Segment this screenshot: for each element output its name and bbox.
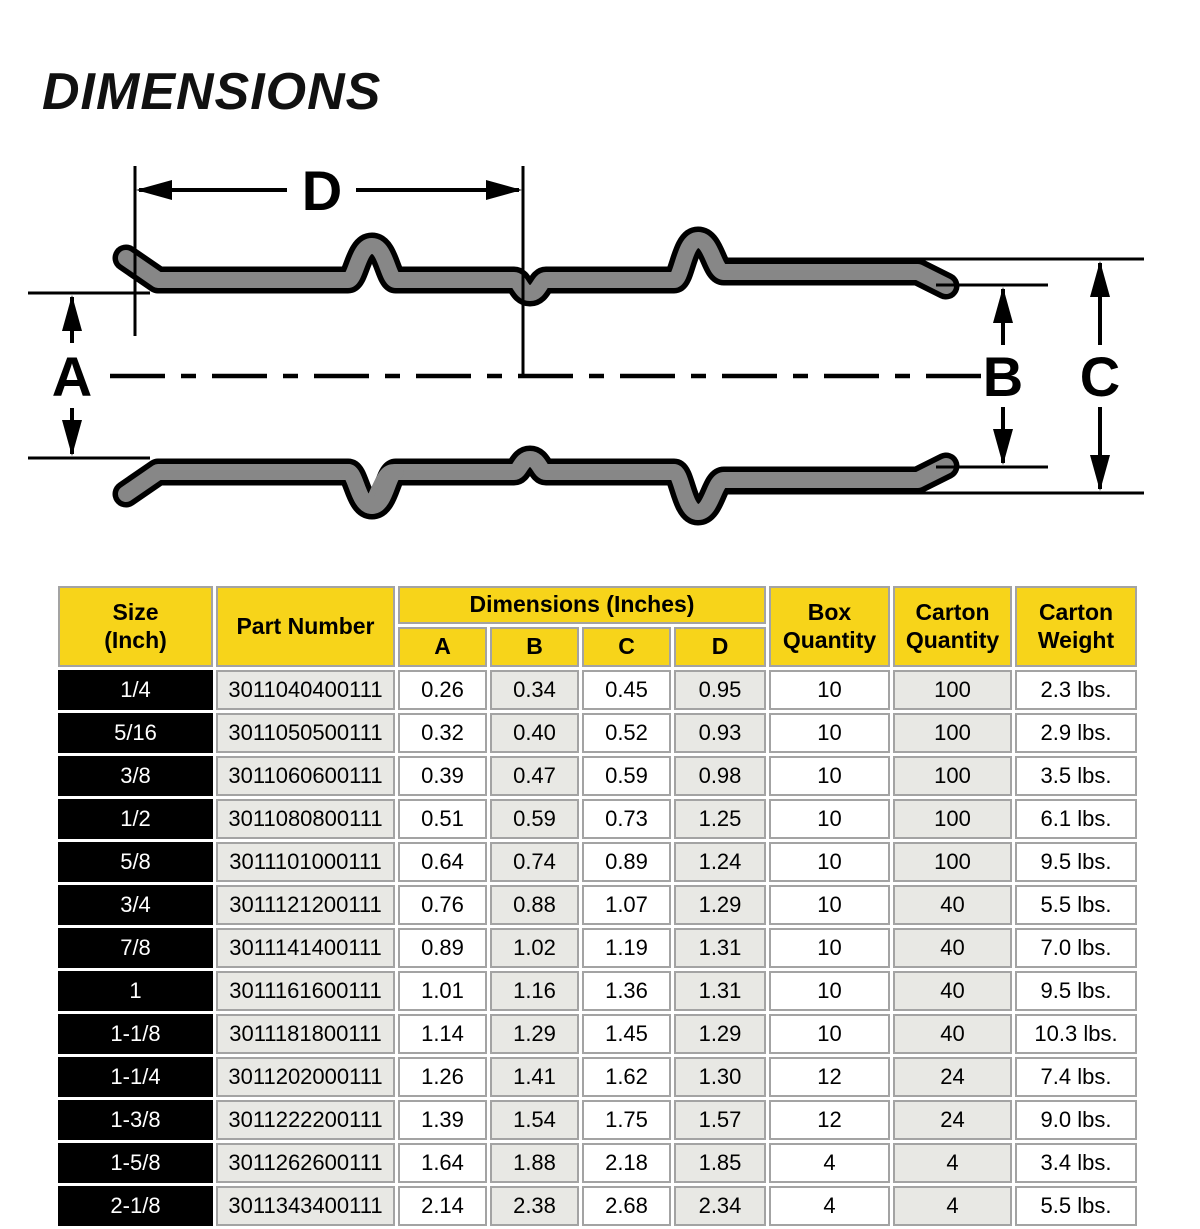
header-dim-d: D xyxy=(674,627,766,667)
cell-size: 2-1/8 xyxy=(58,1186,213,1226)
dimensions-table xyxy=(55,583,1140,1229)
cell-size: 3/4 xyxy=(58,885,213,925)
cell-size: 1/4 xyxy=(58,670,213,710)
table-body xyxy=(58,670,1137,1226)
cell-dim-b: 1.88 xyxy=(490,1143,579,1183)
cell-dim-b: 0.88 xyxy=(490,885,579,925)
cell-dim-c: 0.89 xyxy=(582,842,671,882)
cell-part-number: 3011040400111 xyxy=(216,670,395,710)
cell-dim-c: 0.73 xyxy=(582,799,671,839)
cell-dim-b: 1.29 xyxy=(490,1014,579,1054)
cell-dim-b: 0.34 xyxy=(490,670,579,710)
coupling-bottom-wall xyxy=(126,459,946,512)
cell-dim-a: 1.14 xyxy=(398,1014,487,1054)
cell-dim-a: 0.51 xyxy=(398,799,487,839)
cell-dim-c: 0.59 xyxy=(582,756,671,796)
cell-dim-c: 1.62 xyxy=(582,1057,671,1097)
cell-part-number: 3011262600111 xyxy=(216,1143,395,1183)
page-title: DIMENSIONS xyxy=(42,63,382,121)
cell-carton-qty: 100 xyxy=(893,670,1012,710)
cell-dim-b: 1.02 xyxy=(490,928,579,968)
cell-dim-c: 2.18 xyxy=(582,1143,671,1183)
cell-carton-weight: 10.3 lbs. xyxy=(1015,1014,1137,1054)
cell-dim-d: 1.29 xyxy=(674,885,766,925)
cell-dim-d: 0.95 xyxy=(674,670,766,710)
header-carton-wt-line2: Weight xyxy=(1037,626,1115,653)
cell-dim-c: 2.68 xyxy=(582,1186,671,1226)
cell-dim-c: 0.52 xyxy=(582,713,671,753)
table-row xyxy=(58,756,1137,796)
cell-box-qty: 12 xyxy=(769,1057,890,1097)
cell-box-qty: 4 xyxy=(769,1143,890,1183)
coupling-top-wall xyxy=(126,240,946,293)
cell-carton-weight: 3.4 lbs. xyxy=(1015,1143,1137,1183)
header-carton-wt-line1: Carton xyxy=(1038,599,1114,626)
cell-carton-qty: 4 xyxy=(893,1186,1012,1226)
cell-part-number: 3011080800111 xyxy=(216,799,395,839)
table-row xyxy=(58,928,1137,968)
cell-box-qty: 10 xyxy=(769,713,890,753)
cell-part-number: 3011161600111 xyxy=(216,971,395,1011)
cell-carton-qty: 4 xyxy=(893,1143,1012,1183)
cell-dim-d: 1.57 xyxy=(674,1100,766,1140)
cell-part-number: 3011060600111 xyxy=(216,756,395,796)
header-dim-c: C xyxy=(582,627,671,667)
cell-part-number: 3011101000111 xyxy=(216,842,395,882)
cell-dim-a: 1.26 xyxy=(398,1057,487,1097)
cell-dim-d: 2.34 xyxy=(674,1186,766,1226)
cell-part-number: 3011222200111 xyxy=(216,1100,395,1140)
dim-label-b: B xyxy=(982,345,1024,408)
cell-dim-c: 1.07 xyxy=(582,885,671,925)
table-row xyxy=(58,1143,1137,1183)
cell-dim-c: 1.45 xyxy=(582,1014,671,1054)
header-size-line1: Size xyxy=(112,599,159,626)
cell-size: 3/8 xyxy=(58,756,213,796)
header-part-number: Part Number xyxy=(216,586,395,667)
cell-box-qty: 10 xyxy=(769,971,890,1011)
cell-size: 5/16 xyxy=(58,713,213,753)
header-carton-qty-line1: Carton xyxy=(915,599,990,626)
cell-carton-weight: 9.5 lbs. xyxy=(1015,842,1137,882)
header-box-quantity xyxy=(769,586,890,667)
cell-carton-qty: 24 xyxy=(893,1057,1012,1097)
cell-dim-b: 0.47 xyxy=(490,756,579,796)
cell-box-qty: 12 xyxy=(769,1100,890,1140)
cell-dim-b: 0.40 xyxy=(490,713,579,753)
cell-dim-c: 0.45 xyxy=(582,670,671,710)
cell-dim-c: 1.36 xyxy=(582,971,671,1011)
header-box-line1: Box xyxy=(807,599,852,626)
cell-size: 1 xyxy=(58,971,213,1011)
header-carton-qty-line2: Quantity xyxy=(905,626,1000,653)
cell-size: 1/2 xyxy=(58,799,213,839)
cell-part-number: 3011202000111 xyxy=(216,1057,395,1097)
table-row xyxy=(58,799,1137,839)
cell-box-qty: 10 xyxy=(769,799,890,839)
cell-dim-a: 1.01 xyxy=(398,971,487,1011)
cell-size: 1-1/8 xyxy=(58,1014,213,1054)
cell-dim-a: 0.32 xyxy=(398,713,487,753)
cell-carton-weight: 9.0 lbs. xyxy=(1015,1100,1137,1140)
cell-carton-qty: 100 xyxy=(893,756,1012,796)
cell-box-qty: 10 xyxy=(769,670,890,710)
cell-dim-a: 1.39 xyxy=(398,1100,487,1140)
table-row xyxy=(58,1014,1137,1054)
cell-part-number: 3011343400111 xyxy=(216,1186,395,1226)
cell-carton-qty: 100 xyxy=(893,713,1012,753)
cell-carton-weight: 3.5 lbs. xyxy=(1015,756,1137,796)
cell-dim-d: 0.98 xyxy=(674,756,766,796)
header-dim-a: A xyxy=(398,627,487,667)
cell-dim-d: 1.25 xyxy=(674,799,766,839)
header-size xyxy=(58,586,213,667)
cell-carton-weight: 6.1 lbs. xyxy=(1015,799,1137,839)
cell-dim-a: 0.26 xyxy=(398,670,487,710)
table-row xyxy=(58,842,1137,882)
cell-box-qty: 4 xyxy=(769,1186,890,1226)
dim-label-c: C xyxy=(1079,345,1121,408)
cell-carton-weight: 2.9 lbs. xyxy=(1015,713,1137,753)
cell-carton-qty: 24 xyxy=(893,1100,1012,1140)
header-carton-quantity xyxy=(893,586,1012,667)
cell-box-qty: 10 xyxy=(769,1014,890,1054)
cell-box-qty: 10 xyxy=(769,842,890,882)
cell-dim-a: 0.39 xyxy=(398,756,487,796)
cell-dim-d: 1.30 xyxy=(674,1057,766,1097)
table-row xyxy=(58,1100,1137,1140)
cell-dim-b: 0.74 xyxy=(490,842,579,882)
table-row xyxy=(58,713,1137,753)
cell-box-qty: 10 xyxy=(769,756,890,796)
cell-part-number: 3011181800111 xyxy=(216,1014,395,1054)
cell-carton-qty: 100 xyxy=(893,799,1012,839)
cell-box-qty: 10 xyxy=(769,928,890,968)
cell-carton-qty: 40 xyxy=(893,1014,1012,1054)
cell-carton-weight: 5.5 lbs. xyxy=(1015,1186,1137,1226)
cell-part-number: 3011141400111 xyxy=(216,928,395,968)
cell-dim-a: 1.64 xyxy=(398,1143,487,1183)
cell-part-number: 3011121200111 xyxy=(216,885,395,925)
dim-label-d: D xyxy=(301,159,343,222)
cell-size: 7/8 xyxy=(58,928,213,968)
cell-carton-qty: 40 xyxy=(893,885,1012,925)
cell-carton-qty: 40 xyxy=(893,928,1012,968)
cell-carton-weight: 7.0 lbs. xyxy=(1015,928,1137,968)
cell-size: 5/8 xyxy=(58,842,213,882)
cell-dim-a: 2.14 xyxy=(398,1186,487,1226)
cell-dim-d: 1.85 xyxy=(674,1143,766,1183)
header-box-line2: Quantity xyxy=(782,626,877,653)
cell-size: 1-1/4 xyxy=(58,1057,213,1097)
cell-dim-b: 1.16 xyxy=(490,971,579,1011)
cell-part-number: 3011050500111 xyxy=(216,713,395,753)
cell-carton-qty: 100 xyxy=(893,842,1012,882)
cell-size: 1-5/8 xyxy=(58,1143,213,1183)
header-dimensions-group: Dimensions (Inches) xyxy=(398,586,766,624)
cell-carton-qty: 40 xyxy=(893,971,1012,1011)
cell-dim-c: 1.75 xyxy=(582,1100,671,1140)
cell-dim-b: 1.41 xyxy=(490,1057,579,1097)
header-carton-weight xyxy=(1015,586,1137,667)
table-row xyxy=(58,971,1137,1011)
cell-dim-d: 1.31 xyxy=(674,928,766,968)
cell-dim-d: 1.29 xyxy=(674,1014,766,1054)
table-row xyxy=(58,1057,1137,1097)
cell-dim-d: 1.24 xyxy=(674,842,766,882)
cell-dim-b: 0.59 xyxy=(490,799,579,839)
header-dim-b: B xyxy=(490,627,579,667)
cell-dim-d: 1.31 xyxy=(674,971,766,1011)
cell-size: 1-3/8 xyxy=(58,1100,213,1140)
table-row xyxy=(58,670,1137,710)
cell-carton-weight: 5.5 lbs. xyxy=(1015,885,1137,925)
cell-dim-d: 0.93 xyxy=(674,713,766,753)
cell-dim-a: 0.76 xyxy=(398,885,487,925)
table-row xyxy=(58,1186,1137,1226)
cell-carton-weight: 7.4 lbs. xyxy=(1015,1057,1137,1097)
dim-label-a: A xyxy=(51,345,93,408)
cell-dim-a: 0.64 xyxy=(398,842,487,882)
table-row xyxy=(58,885,1137,925)
cell-carton-weight: 2.3 lbs. xyxy=(1015,670,1137,710)
cell-dim-b: 2.38 xyxy=(490,1186,579,1226)
cell-dim-c: 1.19 xyxy=(582,928,671,968)
cell-box-qty: 10 xyxy=(769,885,890,925)
cell-dim-b: 1.54 xyxy=(490,1100,579,1140)
cell-carton-weight: 9.5 lbs. xyxy=(1015,971,1137,1011)
cell-dim-a: 0.89 xyxy=(398,928,487,968)
header-size-line2: (Inch) xyxy=(104,626,167,653)
